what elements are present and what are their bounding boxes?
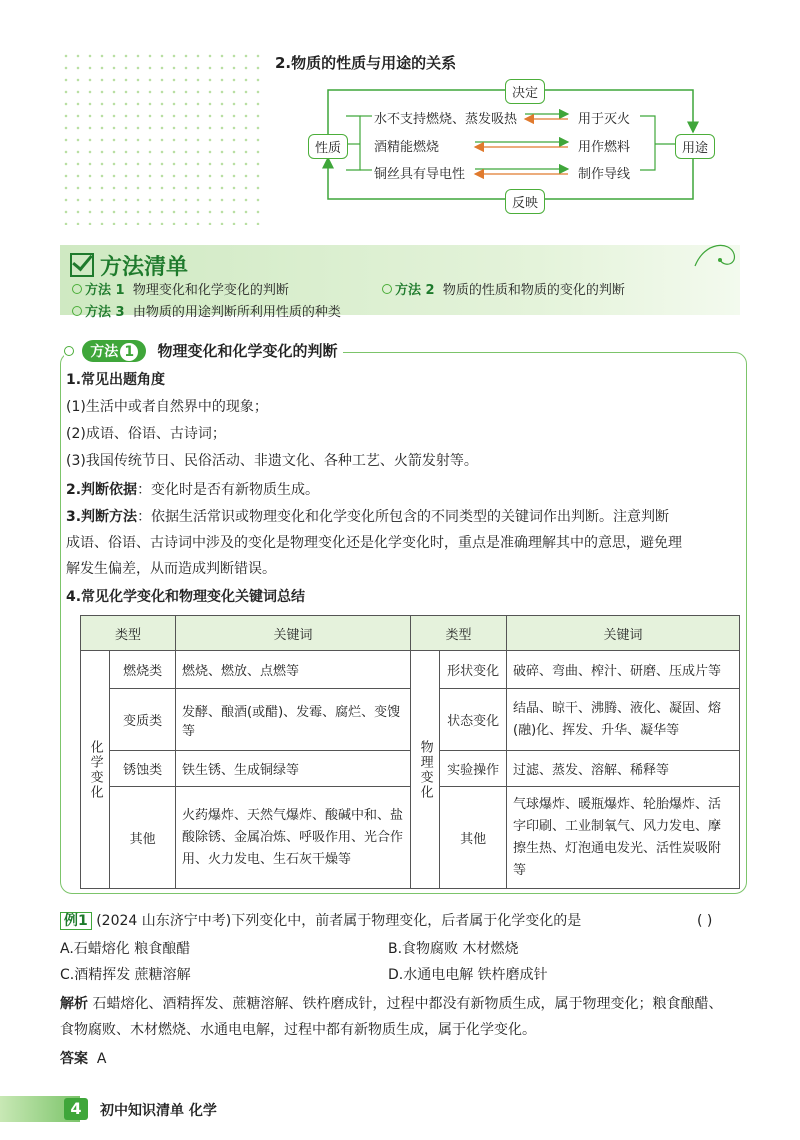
option-d: D.水通电电解 铁杵磨成针: [388, 967, 548, 983]
swirl-decoration: [690, 236, 740, 272]
prop-row-3: 铜丝具有导电性: [374, 167, 466, 182]
chem-type: 燃烧类: [110, 651, 176, 689]
page-number: 4: [64, 1098, 88, 1120]
analysis-line-2: 食物腐败、木材燃烧、水通电电解，过程中都有新物质生成，属于化学变化。: [60, 1022, 536, 1038]
chem-keywords: 燃烧、燃放、点燃等: [176, 651, 411, 689]
option-b: B.食物腐败 木材燃烧: [388, 941, 519, 957]
chem-keywords: 铁生锈、生成铜绿等: [176, 751, 411, 787]
method-pill: 方法 1: [82, 340, 146, 362]
method-item-3: 方法 3 由物质的用途判断所利用性质的种类: [72, 301, 341, 320]
prop-row-2: 酒精能燃烧: [374, 140, 440, 155]
line-3: (3)我国传统节日、民俗活动、非遗文化、各种工艺、火箭发射等。: [66, 453, 478, 469]
reflect-label: 反映: [505, 189, 545, 214]
method-item-2: 方法 2 物质的性质和物质的变化的判断: [382, 279, 625, 298]
col-keyword: 关键词: [176, 616, 411, 651]
bullet-icon: [382, 284, 392, 294]
decide-label: 决定: [505, 79, 545, 104]
bullet-icon: [72, 306, 82, 316]
section-title: 2.物质的性质与用途的关系: [275, 54, 457, 72]
phys-category: 物理变化: [411, 651, 440, 889]
footer-title: 初中知识清单 化学: [100, 1103, 217, 1119]
answer-line: 答案 A: [60, 1051, 107, 1067]
chem-keywords: 火药爆炸、天然气爆炸、酸碱中和、盐酸除锈、金属冶炼、呼吸作用、光合作用、火力发电、生石灰干燥等: [176, 787, 411, 889]
bullet-icon: [72, 284, 82, 294]
line-1: (1)生活中或者自然界中的现象；: [66, 399, 268, 415]
option-c: C.酒精挥发 蔗糖溶解: [60, 967, 191, 983]
analysis-line-1: 解析 石蜡熔化、酒精挥发、蔗糖溶解、铁杵磨成针，过程中都没有新物质生成，属于物理变化；粮食酿醋、: [60, 996, 723, 1012]
chem-type: 锈蚀类: [110, 751, 176, 787]
phys-type: 状态变化: [440, 689, 507, 751]
use-row-3: 制作导线: [578, 167, 631, 182]
phys-keywords: 气球爆炸、暖瓶爆炸、轮胎爆炸、活字印刷、工业制氧气、风力发电、摩擦生热、灯泡通电发光、活性炭吸附等: [507, 787, 740, 889]
answer-paren: ( ): [697, 913, 713, 929]
method-line-b: 成语、俗语、古诗词中涉及的变化是物理变化还是化学变化时，重点是准确理解其中的意思，避免理: [66, 535, 682, 551]
keyword-table: [80, 615, 740, 889]
method-line-a: 3.判断方法：依据生活常识或物理变化和化学变化所包含的不同类型的关键词作出判断。注意判断: [66, 509, 670, 525]
heading-4: 4.常见化学变化和物理变化关键词总结: [66, 589, 306, 605]
option-a: A.石蜡熔化 粮食酿醋: [60, 941, 191, 957]
checkbox-icon: [70, 253, 94, 277]
example-tag: 例1: [60, 912, 92, 930]
line-2: (2)成语、俗语、古诗词；: [66, 426, 226, 442]
phys-keywords: 结晶、晾干、沸腾、液化、凝固、熔(融)化、挥发、升华、凝华等: [507, 689, 740, 751]
method1-header: 方法 1 物理变化和化学变化的判断: [64, 340, 343, 362]
phys-type: 形状变化: [440, 651, 507, 689]
page-footer: [0, 1096, 800, 1122]
chem-category: 化学变化: [81, 651, 110, 889]
chem-type: 变质类: [110, 689, 176, 751]
bullet-icon: [64, 346, 74, 356]
basis-line: 2.判断依据：变化时是否有新物质生成。: [66, 482, 320, 498]
example-question: 例1 (2024 山东济宁中考)下列变化中，前者属于物理变化，后者属于化学变化的是: [60, 911, 581, 931]
chem-keywords: 发酵、酿酒(或醋)、发霉、腐烂、变馊等: [176, 689, 411, 751]
phys-type: 实验操作: [440, 751, 507, 787]
chem-type: 其他: [110, 787, 176, 889]
col-keyword: 关键词: [507, 616, 740, 651]
phys-keywords: 过滤、蒸发、溶解、稀释等: [507, 751, 740, 787]
method-line-c: 解发生偏差，从而造成判断错误。: [66, 561, 276, 577]
property-box: 性质: [308, 134, 348, 159]
col-type: 类型: [81, 616, 176, 651]
method-item-1: 方法 1 物理变化和化学变化的判断: [72, 279, 289, 298]
heading-1: 1.常见出题角度: [66, 372, 166, 388]
phys-keywords: 破碎、弯曲、榨汁、研磨、压成片等: [507, 651, 740, 689]
use-box: 用途: [675, 134, 715, 159]
banner-title: 方法清单: [70, 250, 188, 281]
col-type: 类型: [411, 616, 507, 651]
prop-row-1: 水不支持燃烧、蒸发吸热: [374, 112, 518, 127]
phys-type: 其他: [440, 787, 507, 889]
use-row-1: 用于灭火: [578, 112, 631, 127]
use-row-2: 用作燃料: [578, 140, 631, 155]
